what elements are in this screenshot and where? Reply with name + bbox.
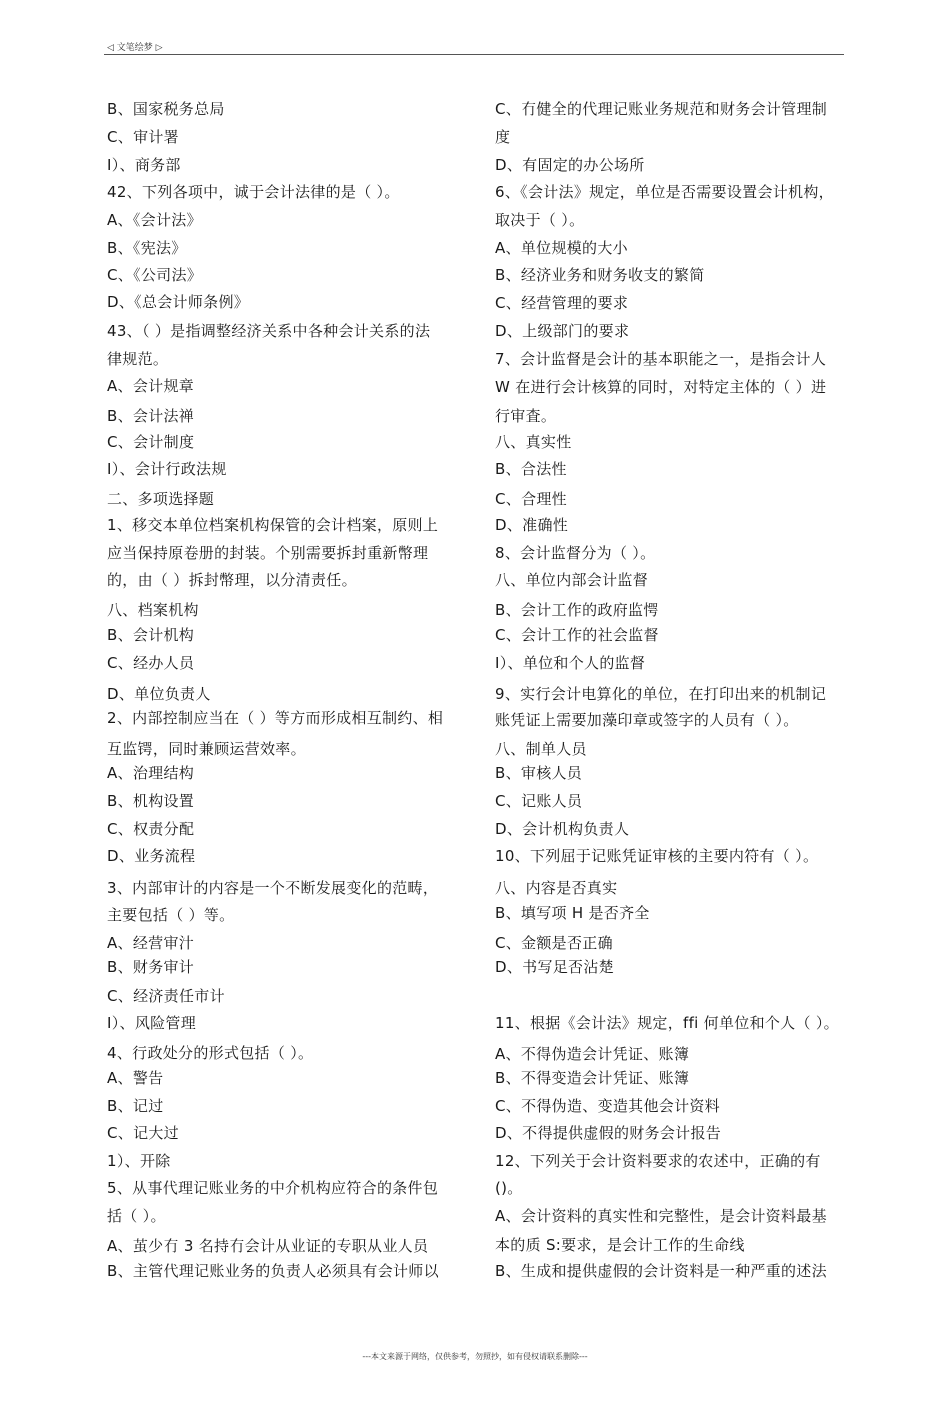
right-line: D、有固定的办公场所 [495, 156, 645, 174]
right-line: B、填写项 H 是否齐全 [495, 904, 650, 922]
left-line: 1、移交本单位档案机构保管的会计档案，原则上 [107, 516, 439, 534]
right-line: 10、下列屈于记账凭证审核的主要内符有（ ）。 [495, 847, 819, 865]
left-line: D、业务流程 [107, 847, 196, 865]
right-line: 账凭证上需要加藻印章或签字的人员有（ ）。 [495, 711, 799, 729]
left-line: 4、行政处分的形式包括（ ）。 [107, 1044, 314, 1062]
left-line: A、茧少冇 3 名持冇会计从业证的专职从业人员 [107, 1237, 429, 1255]
right-line: 取决于（ ）。 [495, 211, 585, 229]
left-line: 应当保持原卷册的封装。个别需要拆封重新幣理 [107, 544, 429, 562]
right-line: D、准确性 [495, 516, 569, 534]
left-line: B、会计法禅 [107, 407, 195, 425]
left-line: 43、（ ）是指调整经济关系中各种会计关系的法 [107, 322, 431, 340]
right-line: C、不得伪造、变造其他会计资料 [495, 1097, 720, 1115]
right-line: 本的质 S:要求，是会计工作的生命线 [495, 1236, 745, 1254]
left-line: B、国家税务总局 [107, 100, 225, 118]
left-line: A、警告 [107, 1069, 164, 1087]
left-line: 2、内部控制应当在（ ）等方而形成相互制约、相 [107, 709, 444, 727]
right-line: C、冇健全的代理记账业务规范和财务会计管理制 [495, 100, 828, 118]
left-line: 八、档案机构 [107, 601, 199, 619]
right-line: A、单位规模的大小 [495, 239, 628, 257]
left-line: A、治理结构 [107, 764, 195, 782]
right-line: W 在进行会计核算的同时，对特定主体的（ ）进 [495, 378, 827, 396]
right-line: 度 [495, 128, 511, 146]
page-header: ◁ 文笔绘梦 ▷ [107, 43, 163, 53]
right-line: 7、会计监督是会计的基本职能之一，是指会计人 [495, 350, 827, 368]
right-line: D、上级部门的要求 [495, 322, 630, 340]
right-line: 八、单位内部会计监督 [495, 571, 649, 589]
right-line: A、会计资料的真实性和完整性，是会计资料最基 [495, 1207, 827, 1225]
left-line: C、审计署 [107, 128, 179, 146]
left-line: C、经办人员 [107, 654, 195, 672]
left-line: A、《会计法》 [107, 211, 202, 229]
right-line: 6、《会计法》规定，单位是否需要设置会计机构， [495, 183, 834, 201]
right-line: 9、实行会计电算化的单位，在打印出来的机制记 [495, 685, 827, 703]
left-line: A、经营审汁 [107, 934, 195, 952]
left-line: 3、内部审计的内容是一个不断发展变化的范畴， [107, 879, 439, 897]
left-line: B、机构设置 [107, 792, 195, 810]
left-line: 1）、开除 [107, 1152, 171, 1170]
left-line: 的，由（ ）拆封幣理，以分清责任。 [107, 571, 357, 589]
right-line: D、不得提供虚假的财务会计报告 [495, 1124, 722, 1142]
left-line: C、权责分配 [107, 820, 195, 838]
left-line: C、会计制度 [107, 433, 195, 451]
left-line: 5、从事代理记账业务的中介机构应符合的条件包 [107, 1179, 439, 1197]
page-footer: ---本文来源于网络，仅供参考，勿照抄，如有侵权请联系删除--- [362, 1352, 588, 1361]
right-line: 行审査。 [495, 407, 557, 425]
left-line: 二、多项选择题 [107, 490, 215, 508]
left-line: 括（ ）。 [107, 1207, 166, 1225]
right-line: 12、下列关于会计资料要求的农述中，正确的有 [495, 1152, 821, 1170]
header-divider [104, 54, 844, 55]
left-line: B、主管代理记账业务的负责人必须具有会计师以 [107, 1262, 439, 1280]
left-line: 42、下列各项中，诚于会计法律的是（ ）。 [107, 183, 400, 201]
right-line: B、合法性 [495, 460, 567, 478]
right-line: C、金额是否正确 [495, 934, 613, 952]
left-line: B、财务审计 [107, 958, 195, 976]
right-line: B、审核人员 [495, 764, 583, 782]
right-line: B、不得变造会计凭证、账簿 [495, 1069, 690, 1087]
left-line: D、《总会计师条例》 [107, 293, 250, 311]
left-line: B、会计机构 [107, 626, 195, 644]
right-line: B、经济业务和财务收支的繁简 [495, 266, 705, 284]
left-line: C、记大过 [107, 1124, 179, 1142]
right-line: B、生成和提供虚假的会计资料是一种严重的述法 [495, 1262, 827, 1280]
right-line: 八、真实性 [495, 433, 572, 451]
left-line: B、《宪法》 [107, 239, 187, 257]
right-line: 8、会计监督分为（ ）。 [495, 544, 656, 562]
left-line: D、单位负责人 [107, 685, 211, 703]
right-line: C、经营管理的要求 [495, 294, 629, 312]
right-line: D、会计机构负责人 [495, 820, 630, 838]
right-line: A、不得伪造会计凭证、账簿 [495, 1045, 690, 1063]
left-line: C、经济责任市计 [107, 987, 225, 1005]
left-line: B、记过 [107, 1097, 164, 1115]
right-line: C、会计工作的社会监督 [495, 626, 659, 644]
right-line: 八、内容是否真实 [495, 879, 618, 897]
right-line: 11、根据《会计法》规定，ffi 何单位和个人（ ）。 [495, 1014, 839, 1032]
left-line: 律规范。 [107, 350, 169, 368]
left-line: I）、商务部 [107, 156, 181, 174]
right-line: B、会计工作的政府监愕 [495, 601, 659, 619]
right-line: ()。 [495, 1179, 523, 1197]
left-line: A、会计规章 [107, 377, 195, 395]
right-line: C、合理性 [495, 490, 567, 508]
right-line: D、书写足否沾楚 [495, 958, 614, 976]
left-line: I）、风险管理 [107, 1014, 197, 1032]
left-line: 主要包括（ ）等。 [107, 906, 235, 924]
left-line: C、《公司法》 [107, 266, 203, 284]
right-line: I）、单位和个人的监督 [495, 654, 646, 672]
right-line: 八、制单人员 [495, 740, 587, 758]
left-line: 互监锷，同时兼顾运营效率。 [107, 740, 306, 758]
right-line: C、记账人员 [495, 792, 583, 810]
left-line: I）、会计行政法规 [107, 460, 227, 478]
